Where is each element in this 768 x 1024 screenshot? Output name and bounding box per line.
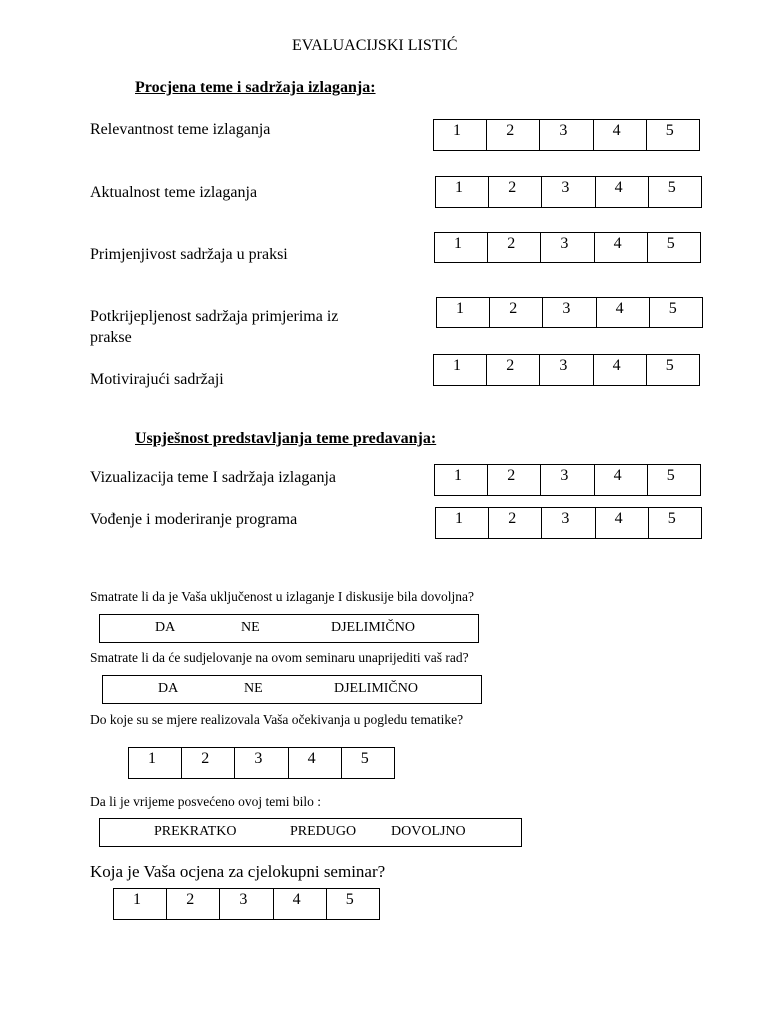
- rating-option[interactable]: 3: [542, 508, 595, 539]
- rating-option[interactable]: 4: [596, 298, 649, 328]
- rating-option[interactable]: 2: [490, 298, 543, 328]
- rating-scale-visualization: [434, 464, 701, 496]
- rating-option[interactable]: 2: [489, 177, 542, 208]
- question-time: Da li je vrijeme posvećeno ovoj temi bilo :: [90, 794, 321, 809]
- rating-option[interactable]: 5: [646, 120, 699, 151]
- option-no[interactable]: NE: [241, 620, 260, 635]
- rating-option[interactable]: 5: [326, 889, 379, 920]
- option-yes[interactable]: DA: [158, 681, 179, 696]
- rating-option[interactable]: 3: [541, 233, 594, 263]
- item-applicability-label: Primjenjivost sadržaja u praksi: [90, 246, 288, 263]
- rating-option[interactable]: 1: [436, 177, 489, 208]
- rating-option[interactable]: 2: [488, 233, 541, 263]
- option-enough[interactable]: DOVOLJNO: [391, 824, 466, 839]
- option-too-long[interactable]: PREDUGO: [290, 824, 357, 839]
- option-no[interactable]: NE: [244, 681, 263, 696]
- rating-option[interactable]: 2: [182, 748, 235, 779]
- rating-option[interactable]: 5: [648, 508, 701, 539]
- rating-scale-actuality: [435, 176, 702, 208]
- option-too-short[interactable]: PREKRATKO: [154, 824, 237, 839]
- rating-scale-motivating: [433, 354, 700, 386]
- question-overall: Koja je Vaša ocjena za cjelokupni seminar?: [90, 862, 386, 881]
- rating-option[interactable]: 1: [434, 355, 487, 386]
- options-box-improvement: [102, 675, 482, 704]
- rating-option[interactable]: 4: [273, 889, 326, 920]
- question-improvement: Smatrate li da će sudjelovanje na ovom seminaru unaprijediti vaš rad?: [90, 650, 469, 665]
- rating-option[interactable]: 5: [648, 177, 701, 208]
- rating-option[interactable]: 4: [593, 120, 646, 151]
- option-partially[interactable]: DJELIMIČNO: [331, 620, 415, 635]
- rating-option[interactable]: 4: [595, 177, 648, 208]
- item-examples-label: Potkrijepljenost sadržaja primjerima iz prakse: [90, 308, 339, 346]
- rating-scale-relevance: [433, 119, 700, 151]
- rating-option[interactable]: 5: [647, 233, 700, 263]
- rating-option[interactable]: 3: [543, 298, 596, 328]
- rating-option[interactable]: 2: [487, 355, 540, 386]
- rating-scale-expectations: [128, 747, 395, 779]
- rating-option[interactable]: 3: [235, 748, 288, 779]
- question-expectations: Do koje su se mjere realizovala Vaša očekivanja u pogledu tematike?: [90, 712, 464, 727]
- question-involvement: Smatrate li da je Vaša uključenost u izlaganje I diskusije bila dovoljna?: [90, 589, 475, 604]
- item-moderation-label: Vođenje i moderiranje programa: [90, 511, 298, 528]
- rating-option[interactable]: 5: [646, 355, 699, 386]
- rating-option[interactable]: 3: [542, 177, 595, 208]
- rating-option[interactable]: 1: [114, 889, 167, 920]
- rating-option[interactable]: 2: [488, 465, 541, 496]
- item-actuality-label: Aktualnost teme izlaganja: [90, 184, 258, 201]
- rating-scale-moderation: [435, 507, 702, 539]
- rating-option[interactable]: 3: [220, 889, 273, 920]
- rating-option[interactable]: 1: [435, 233, 488, 263]
- item-visualization-label: Vizualizacija teme I sadržaja izlaganja: [90, 469, 336, 486]
- rating-option[interactable]: 3: [540, 120, 593, 151]
- item-motivating-label: Motivirajući sadržaji: [90, 371, 224, 388]
- option-partially[interactable]: DJELIMIČNO: [334, 681, 418, 696]
- rating-option[interactable]: 2: [489, 508, 542, 539]
- rating-option[interactable]: 1: [437, 298, 490, 328]
- rating-option[interactable]: 2: [487, 120, 540, 151]
- rating-option[interactable]: 3: [541, 465, 594, 496]
- option-yes[interactable]: DA: [155, 620, 176, 635]
- rating-option[interactable]: 4: [594, 233, 647, 263]
- rating-option[interactable]: 4: [594, 465, 647, 496]
- rating-scale-overall: [113, 888, 380, 920]
- rating-option[interactable]: 1: [435, 465, 488, 496]
- section2-heading: Uspješnost predstavljanja teme predavanja:: [135, 430, 437, 447]
- rating-option[interactable]: 5: [647, 465, 700, 496]
- rating-option[interactable]: 3: [540, 355, 593, 386]
- page-title: EVALUACIJSKI LISTIĆ: [292, 37, 458, 54]
- section1-heading: Procjena teme i sadržaja izlaganja:: [135, 79, 376, 96]
- rating-option[interactable]: 1: [129, 748, 182, 779]
- rating-option[interactable]: 4: [288, 748, 341, 779]
- rating-scale-examples: [436, 297, 703, 328]
- options-box-involvement: [99, 614, 479, 643]
- rating-option[interactable]: 5: [649, 298, 702, 328]
- options-box-time: [99, 818, 522, 847]
- rating-option[interactable]: 4: [593, 355, 646, 386]
- rating-option[interactable]: 2: [167, 889, 220, 920]
- rating-option[interactable]: 1: [436, 508, 489, 539]
- item-relevance-label: Relevantnost teme izlaganja: [90, 121, 271, 138]
- rating-scale-applicability: [434, 232, 701, 263]
- rating-option[interactable]: 5: [341, 748, 394, 779]
- rating-option[interactable]: 1: [434, 120, 487, 151]
- rating-option[interactable]: 4: [595, 508, 648, 539]
